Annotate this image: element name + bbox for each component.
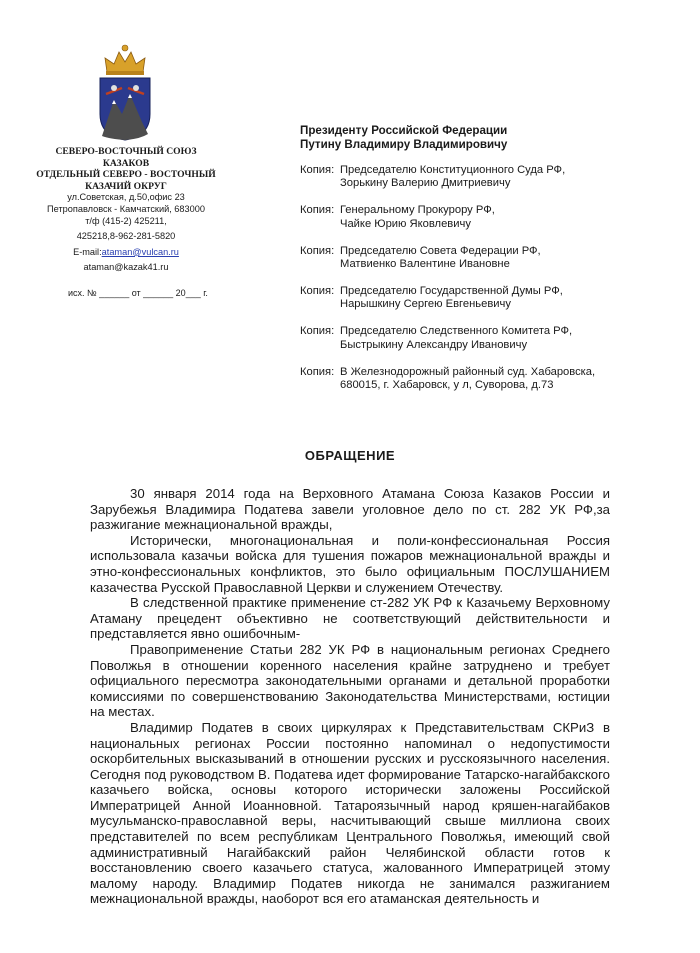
copy-addressee-name: Быстрыкину Александру Ивановичу	[340, 338, 528, 351]
sender-org-line: СЕВЕРО-ВОСТОЧНЫЙ СОЮЗ	[55, 146, 197, 157]
body-paragraph: 30 января 2014 года на Верховного Атамана Союза Казаков России и Зарубежья Владимира Податева завели уголовное дело по ст. 282 УК РФ,за разжигание межнациональной вражды,	[90, 486, 610, 533]
copy-addressee-title: Председателю Следственного Комитета РФ,	[340, 325, 573, 338]
copy-addressee-title: Председателю Конституционного Суда РФ,	[340, 164, 566, 176]
copy-item	[300, 285, 640, 312]
copy-prefix: Копия:	[300, 164, 335, 176]
shield-icon	[100, 78, 150, 140]
body-paragraph: Исторически, многонациональная и поли-конфессиональная Россия использовала казачьи войска для тушения пожаров межнациональной вражды и этно-конфессиональных конфликтов, это было официальным ПОСЛУШАНИЕМ казачества Русской Православной Церкви и служением Отечеству.	[90, 532, 610, 595]
copy-item	[300, 366, 640, 393]
recipient-name: Путину Владимиру Владимировичу	[300, 137, 508, 151]
copy-prefix: Копия:	[300, 284, 335, 297]
copy-addressee-name: Нарышкину Сергею Евгеньевичу	[340, 298, 511, 311]
coat-of-arms-emblem	[92, 42, 158, 142]
email-secondary: ataman@kazak41.ru	[83, 262, 169, 273]
outgoing-reference-line: исх. № ______ от ______ 20___ г.	[68, 288, 208, 298]
crown-icon	[105, 45, 145, 75]
copy-item	[300, 164, 640, 191]
copy-prefix: Копия:	[300, 244, 335, 257]
sender-address-line: Петропавловск - Камчатский, 683000	[47, 203, 205, 214]
copy-item	[300, 245, 640, 272]
sender-org-line: КАЗАКОВ	[102, 157, 150, 169]
body-paragraph: Владимир Податев в своих циркулярах к Представительствам СКРиЗ в национальных регионах России постоянно напоминал о недопустимости оскорбительных высказываний в отношении русских и русскоязычного населения. Сегодня под руководством В. Податева идет формирование Татарско-нагайбакского казачьего войска, основы которого исторически заложены Российской Императрицей Анной Иоанновной. Татароязычный народ кряшен-нагайбаков мусульманско-православной веры, насчитывающий свыше миллиона своих представителей по всем республикам Центрального Поволжья, имеющий свой административный Нагайбакский район Челябинской области готов к восстановлению своего казачьего статуса, жалованного Императрицей этому малому народу. Владимир Податев никогда не занимался разжиганием межнациональной вражды, наоборот вся его атаманская деятельность и	[90, 719, 610, 907]
sender-address-line: ул.Советская, д.50,офис 23	[67, 192, 185, 203]
sender-phone-line: 425218,8-962-281-5820	[76, 231, 176, 242]
copy-addressee-name: Зорькину Валерию Дмитриевичу	[340, 177, 511, 190]
sender-org-line: ОТДЕЛЬНЫЙ СЕВЕРО - ВОСТОЧНЫЙ	[36, 169, 216, 181]
copy-addressee-name: Чайке Юрию Яковлевичу	[340, 217, 471, 230]
copy-addressee-title: Генеральному Прокурору РФ,	[340, 204, 495, 217]
document-body	[90, 486, 610, 907]
sender-org-line: КАЗАЧИЙ ОКРУГ	[85, 180, 167, 192]
copy-item	[300, 204, 640, 231]
copy-addressee-name: Матвиенко Валентине Ивановне	[340, 258, 510, 271]
document-title: ОБРАЩЕНИЕ	[304, 448, 396, 463]
email-link-primary[interactable]: ataman@vulcan.ru	[101, 246, 179, 257]
copy-item	[300, 325, 640, 352]
copy-addressee-title: Председателю Государственной Думы РФ,	[340, 284, 563, 297]
copy-prefix: Копия:	[300, 325, 335, 338]
copy-addressee-address: 680015, г. Хабаровск, у л, Суворова, д.73	[340, 378, 554, 391]
email-label: E-mail:	[73, 246, 102, 257]
copy-addressee-title: Председателю Совета Федерации РФ,	[340, 244, 541, 257]
body-paragraph: В следственной практике применение ст-282 УК РФ к Казачьему Верховному Атаману прецедент объективно не соответствующий действительности и представляется явно ошибочным-	[90, 595, 610, 642]
sender-email-row	[36, 247, 216, 259]
body-paragraph: Правоприменение Статьи 282 УК РФ в национальным регионах Среднего Поволжья в отношении коренного населения крайне затруднено и требует официального пересмотра законодательными органами и детальной проработки комиссиями по совершенствованию Законодательства Министерствами, юстиции на местах.	[90, 641, 610, 720]
sender-phone-line: т/ф (415-2) 425211,	[85, 215, 167, 226]
sender-block	[36, 146, 216, 274]
copy-prefix: Копия:	[300, 365, 335, 378]
recipient-title: Президенту Российской Федерации	[300, 124, 508, 137]
copy-addressee-title: В Железнодорожный районный суд. Хабаровска,	[340, 365, 596, 378]
copies-list	[300, 164, 640, 406]
copy-prefix: Копия:	[300, 204, 335, 217]
main-recipient	[300, 124, 507, 151]
